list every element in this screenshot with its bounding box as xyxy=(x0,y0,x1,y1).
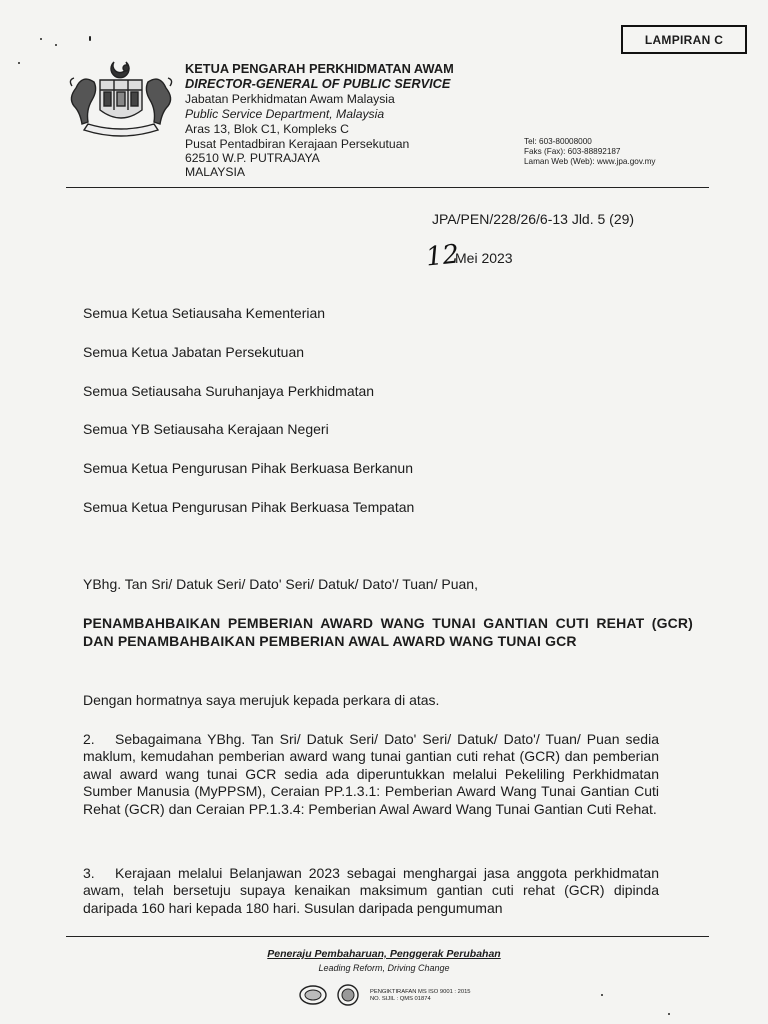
footer-divider xyxy=(66,936,709,937)
contact-web: Laman Web (Web): www.jpa.gov.my xyxy=(524,157,656,166)
address-line: MALAYSIA xyxy=(185,165,246,179)
paragraph-text: Dengan hormatnya saya merujuk kepada perkara di atas. xyxy=(83,692,440,708)
footer-motto: Peneraju Pembaharuan, Penggerak Perubahan xyxy=(267,948,501,960)
org-title-en: DIRECTOR-GENERAL OF PUBLIC SERVICE xyxy=(185,76,451,91)
reference-number: JPA/PEN/228/26/6-13 Jld. 5 (29) xyxy=(432,211,635,227)
address-line: 62510 W.P. PUTRAJAYA xyxy=(185,151,320,165)
header-divider xyxy=(66,187,709,188)
recipient-line: Semua Ketua Pengurusan Pihak Berkuasa Berkanun xyxy=(83,460,413,476)
certification-text xyxy=(370,989,471,1003)
paragraph-3 xyxy=(83,865,659,917)
address-line: Aras 13, Blok C1, Kompleks C xyxy=(185,122,349,136)
paragraph-1 xyxy=(83,692,659,709)
paragraph-text: Sebagaimana YBhg. Tan Sri/ Datuk Seri/ Dato' Seri/ Datuk/ Dato'/ Tuan/ Puan sedia maklum, kemudahan pemberian award wang tunai gantian cuti rehat (GCR) dan pemberian awal award wang tunai GCR sedia ada diperuntukkan melalui Pekeliling Perkhidmatan Sumber Manusia (MyPPSM), Ceraian PP.1.3.1: Pemberian Award Wang Tunai Gantian Cuti Rehat (GCR) dan Ceraian PP.1.3.4: Pemberian Awal Award Wang Tunai Gantian Cuti Rehat. xyxy=(83,731,659,817)
contact-fax: Faks (Fax): 603-88892187 xyxy=(524,147,621,156)
paragraph-text: Kerajaan melalui Belanjawan 2023 sebagai menghargai jasa anggota perkhidmatan awam, telah bersetuju supaya kenaikan maksimum gantian cuti rehat (GCR) dipinda daripada 160 hari kepada 180 hari. Susulan daripada pengumuman xyxy=(83,865,659,916)
letter-date: Mei 2023 xyxy=(455,250,513,266)
department-en: Public Service Department, Malaysia xyxy=(185,107,385,121)
scan-speck xyxy=(40,38,42,40)
recipient-line: Semua Ketua Jabatan Persekutuan xyxy=(83,344,305,360)
paragraph-2 xyxy=(83,731,659,818)
paragraph-number: 2. xyxy=(83,731,95,747)
coat-of-arms-logo xyxy=(66,58,176,140)
scan-speck xyxy=(89,36,91,41)
department-ms: Jabatan Perkhidmatan Awam Malaysia xyxy=(185,92,395,106)
handwritten-day: 12 xyxy=(424,239,461,273)
contact-tel: Tel: 603-80008000 xyxy=(524,137,592,146)
scan-speck xyxy=(601,994,603,996)
iso-mark-logo xyxy=(333,983,363,1007)
letter-subject: PENAMBAHBAIKAN PEMBERIAN AWARD WANG TUNAI GANTIAN CUTI REHAT (GCR) DAN PENAMBAHBAIKAN PEMBERIAN AWAL AWARD WANG TUNAI GCR xyxy=(83,615,693,649)
certification-logo xyxy=(298,983,328,1007)
recipient-line: Semua Ketua Pengurusan Pihak Berkuasa Tempatan xyxy=(83,499,415,515)
cert-line: NO. SIJIL : QMS 01874 xyxy=(370,996,431,1002)
org-title-ms: KETUA PENGARAH PERKHIDMATAN AWAM xyxy=(185,61,454,76)
cert-line: PENGIKTIRAFAN MS ISO 9001 : 2015 xyxy=(370,989,471,995)
salutation: YBhg. Tan Sri/ Datuk Seri/ Dato' Seri/ Datuk/ Dato'/ Tuan/ Puan, xyxy=(83,576,478,592)
scan-speck xyxy=(18,62,20,64)
paragraph-number: 3. xyxy=(83,865,95,881)
address-line: Pusat Pentadbiran Kerajaan Persekutuan xyxy=(185,137,410,151)
recipient-line: Semua Ketua Setiausaha Kementerian xyxy=(83,305,326,321)
recipient-line: Semua Setiausaha Suruhanjaya Perkhidmatan xyxy=(83,383,375,399)
scan-speck xyxy=(668,1013,670,1015)
footer-motto-en: Leading Reform, Driving Change xyxy=(318,963,450,973)
recipient-line: Semua YB Setiausaha Kerajaan Negeri xyxy=(83,421,329,437)
lampiran-label: LAMPIRAN C xyxy=(621,25,747,54)
scan-speck xyxy=(55,44,57,46)
